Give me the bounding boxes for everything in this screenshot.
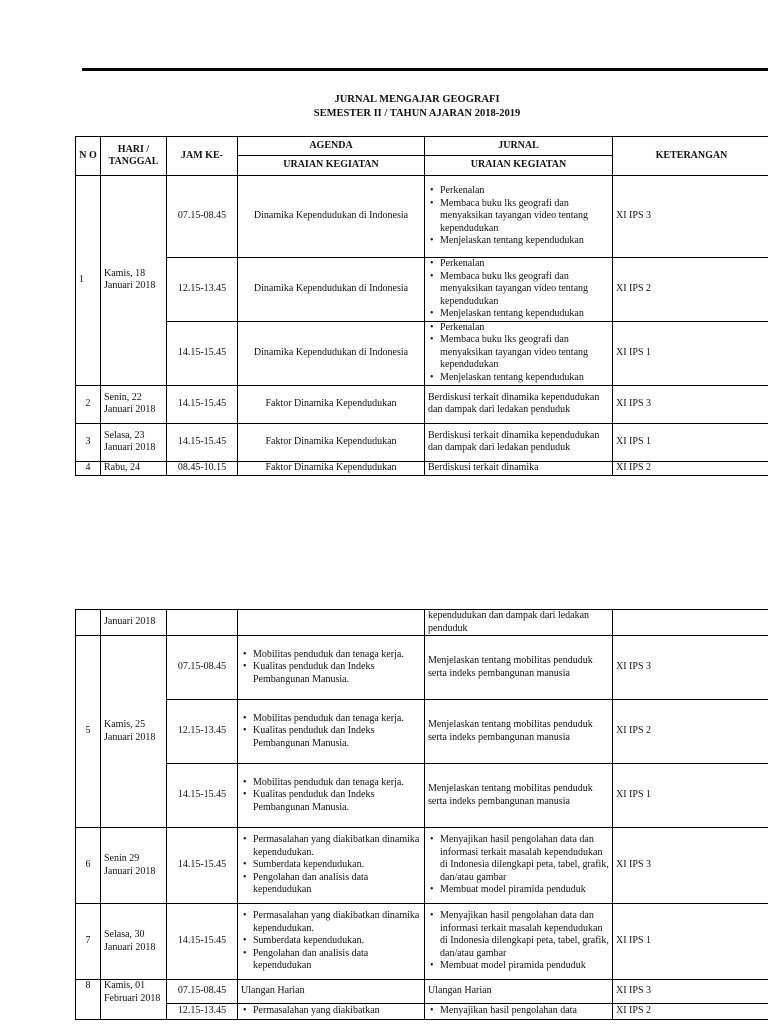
bullet-list <box>241 910 421 973</box>
bullet-item: • Membuat model piramida penduduk <box>440 884 609 897</box>
row-keterangan <box>613 610 768 636</box>
bullet-item: • Menjelaskan tentang kependudukan <box>440 372 609 385</box>
row-agenda <box>238 610 425 636</box>
table-row <box>76 610 768 636</box>
bullet-item: • Permasalahan yang diakibatkan <box>253 1005 421 1018</box>
table-row <box>76 1004 768 1020</box>
row-jam <box>167 610 238 636</box>
top-rule <box>82 68 768 71</box>
row-agenda <box>238 828 425 904</box>
row-agenda: Dinamika Kependudukan di Indonesia <box>238 176 425 258</box>
row-agenda <box>238 764 425 828</box>
row-jam: 14.15-15.45 <box>167 385 238 423</box>
bullet-item: • Mobilitas penduduk dan tenaga kerja. <box>253 713 421 726</box>
row-jurnal <box>425 828 613 904</box>
row-jam: 08.45-10.15 <box>167 461 238 475</box>
bullet-list <box>428 834 609 897</box>
header-no: N O <box>76 137 101 176</box>
row-hari: Rabu, 24 <box>101 461 167 475</box>
row-jurnal <box>425 321 613 385</box>
bullet-item: • Membaca buku lks geografi dan menyaksikan tayangan video tentang kependudukan <box>440 198 609 236</box>
header-keterangan: KETERANGAN <box>613 137 768 176</box>
row-no: 1 <box>76 176 101 386</box>
row-no: 2 <box>76 385 101 423</box>
row-agenda <box>238 1004 425 1020</box>
row-hari: Senin, 22 Januari 2018 <box>101 385 167 423</box>
table-row <box>76 700 768 764</box>
row-jurnal: Berdiskusi terkait dinamika kependudukan dan dampak dari ledakan penduduk <box>425 385 613 423</box>
row-keterangan: XI IPS 3 <box>613 828 768 904</box>
row-no: 3 <box>76 423 101 461</box>
row-keterangan: XI IPS 2 <box>613 1004 768 1020</box>
row-jam: 14.15-15.45 <box>167 423 238 461</box>
row-jam: 12.15-13.45 <box>167 700 238 764</box>
row-hari: Januari 2018 <box>101 610 167 636</box>
bullet-list <box>241 649 421 687</box>
row-keterangan: XI IPS 1 <box>613 904 768 980</box>
row-hari: Kamis, 01 Februari 2018 <box>101 980 167 1020</box>
row-agenda <box>238 636 425 700</box>
row-keterangan: XI IPS 1 <box>613 321 768 385</box>
header-uraian-jurnal: URAIAN KEGIATAN <box>425 156 613 176</box>
bullet-item: • Menyajikan hasil pengolahan data <box>440 1005 609 1018</box>
row-no: 6 <box>76 828 101 904</box>
table-row <box>76 423 768 461</box>
header-uraian-agenda: URAIAN KEGIATAN <box>238 156 425 176</box>
bullet-list <box>241 713 421 751</box>
table-row <box>76 980 768 1004</box>
bullet-list <box>241 834 421 897</box>
bullet-list <box>428 258 609 321</box>
table-row <box>76 461 768 475</box>
row-no: 5 <box>76 636 101 828</box>
row-no <box>76 610 101 636</box>
row-jam: 12.15-13.45 <box>167 258 238 322</box>
table-row <box>76 636 768 700</box>
table-row <box>76 321 768 385</box>
bullet-list <box>428 1005 609 1018</box>
table-row <box>76 904 768 980</box>
bullet-item: • Perkenalan <box>440 322 609 335</box>
bullet-list <box>241 1005 421 1018</box>
row-agenda <box>238 904 425 980</box>
bullet-list <box>428 185 609 248</box>
bullet-item: • Pengolahan dan analisis data kependudukan <box>253 872 421 897</box>
row-no: 7 <box>76 904 101 980</box>
row-keterangan: XI IPS 2 <box>613 700 768 764</box>
bullet-item: • Mobilitas penduduk dan tenaga kerja. <box>253 649 421 662</box>
row-jurnal: kependudukan dan dampak dari ledakan penduduk <box>425 610 613 636</box>
table-row <box>76 828 768 904</box>
row-jam: 14.15-15.45 <box>167 828 238 904</box>
row-no: 8 <box>76 980 101 1020</box>
row-jurnal: Ulangan Harian <box>425 980 613 1004</box>
row-keterangan: XI IPS 3 <box>613 176 768 258</box>
row-agenda: Dinamika Kependudukan di Indonesia <box>238 258 425 322</box>
bullet-item: • Membaca buku lks geografi dan menyaksikan tayangan video tentang kependudukan <box>440 334 609 372</box>
row-keterangan: XI IPS 3 <box>613 980 768 1004</box>
row-agenda: Faktor Dinamika Kependudukan <box>238 461 425 475</box>
row-no: 4 <box>76 461 101 475</box>
row-hari: Selasa, 30 Januari 2018 <box>101 904 167 980</box>
table-row <box>76 385 768 423</box>
bullet-item: • Menjelaskan tentang kependudukan <box>440 235 609 248</box>
bullet-item: • Membaca buku lks geografi dan menyaksikan tayangan video tentang kependudukan <box>440 271 609 309</box>
bullet-item: • Menyajikan hasil pengolahan data dan informasi terkait masalah kependudukan di Indonesia dilengkapi peta, tabel, grafik, dan/atau gambar <box>440 834 609 884</box>
row-jurnal: Menjelaskan tentang mobilitas penduduk serta indeks pembangunan manusia <box>425 700 613 764</box>
bullet-item: • Membuat model piramida penduduk <box>440 960 609 973</box>
row-agenda: Faktor Dinamika Kependudukan <box>238 385 425 423</box>
header-agenda: AGENDA <box>238 137 425 156</box>
row-hari: Senin 29 Januari 2018 <box>101 828 167 904</box>
row-keterangan: XI IPS 2 <box>613 461 768 475</box>
bullet-item: • Sumberdata kependudukan. <box>253 935 421 948</box>
journal-table-page2 <box>75 609 768 1020</box>
bullet-item: • Permasalahan yang diakibatkan dinamika kependudukan. <box>253 834 421 859</box>
row-jurnal: Berdiskusi terkait dinamika kependudukan dan dampak dari ledakan penduduk <box>425 423 613 461</box>
row-hari: Kamis, 18 Januari 2018 <box>101 176 167 386</box>
row-hari: Kamis, 25 Januari 2018 <box>101 636 167 828</box>
bullet-item: • Pengolahan dan analisis data kependudukan <box>253 948 421 973</box>
bullet-list <box>428 910 609 973</box>
table-row <box>76 764 768 828</box>
row-agenda <box>238 700 425 764</box>
bullet-list <box>241 777 421 815</box>
row-keterangan: XI IPS 1 <box>613 764 768 828</box>
doc-subtitle: SEMESTER II / TAHUN AJARAN 2018-2019 <box>313 108 521 119</box>
row-keterangan: XI IPS 3 <box>613 385 768 423</box>
row-agenda: Ulangan Harian <box>238 980 425 1004</box>
row-jam: 14.15-15.45 <box>167 904 238 980</box>
row-jam: 07.15-08.45 <box>167 980 238 1004</box>
row-jam: 07.15-08.45 <box>167 176 238 258</box>
doc-title: JURNAL MENGAJAR GEOGRAFI <box>334 94 500 105</box>
row-keterangan: XI IPS 2 <box>613 258 768 322</box>
bullet-item: • Mobilitas penduduk dan tenaga kerja. <box>253 777 421 790</box>
bullet-item: • Perkenalan <box>440 258 609 271</box>
bullet-item: • Sumberdata kependudukan. <box>253 859 421 872</box>
header-jam: JAM KE- <box>167 137 238 176</box>
row-jam: 12.15-13.45 <box>167 1004 238 1020</box>
table-row <box>76 176 768 258</box>
row-keterangan: XI IPS 1 <box>613 423 768 461</box>
table-row <box>76 258 768 322</box>
bullet-item: • Kualitas penduduk dan Indeks Pembangunan Manusia. <box>253 789 421 814</box>
bullet-item: • Kualitas penduduk dan Indeks Pembangunan Manusia. <box>253 661 421 686</box>
bullet-item: • Permasalahan yang diakibatkan dinamika kependudukan. <box>253 910 421 935</box>
row-jurnal <box>425 1004 613 1020</box>
row-jam: 14.15-15.45 <box>167 321 238 385</box>
row-jurnal: Menjelaskan tentang mobilitas penduduk serta indeks pembangunan manusia <box>425 764 613 828</box>
journal-table-page1 <box>75 136 768 476</box>
row-jam: 07.15-08.45 <box>167 636 238 700</box>
row-jurnal <box>425 904 613 980</box>
row-jam: 14.15-15.45 <box>167 764 238 828</box>
row-agenda: Dinamika Kependudukan di Indonesia <box>238 321 425 385</box>
bullet-item: • Menjelaskan tentang kependudukan <box>440 308 609 321</box>
row-jurnal <box>425 176 613 258</box>
bullet-item: • Menyajikan hasil pengolahan data dan informasi terkait masalah kependudukan di Indonesia dilengkapi peta, tabel, grafik, dan/atau gambar <box>440 910 609 960</box>
row-jurnal: Berdiskusi terkait dinamika <box>425 461 613 475</box>
bullet-item: • Perkenalan <box>440 185 609 198</box>
row-keterangan: XI IPS 3 <box>613 636 768 700</box>
bullet-item: • Kualitas penduduk dan Indeks Pembangunan Manusia. <box>253 725 421 750</box>
bullet-list <box>428 322 609 385</box>
header-jurnal: JURNAL <box>425 137 613 156</box>
row-hari: Selasa, 23 Januari 2018 <box>101 423 167 461</box>
row-agenda: Faktor Dinamika Kependudukan <box>238 423 425 461</box>
row-jurnal <box>425 258 613 322</box>
row-jurnal: Menjelaskan tentang mobilitas penduduk serta indeks pembangunan manusia <box>425 636 613 700</box>
header-hari: HARI / TANGGAL <box>101 137 167 176</box>
